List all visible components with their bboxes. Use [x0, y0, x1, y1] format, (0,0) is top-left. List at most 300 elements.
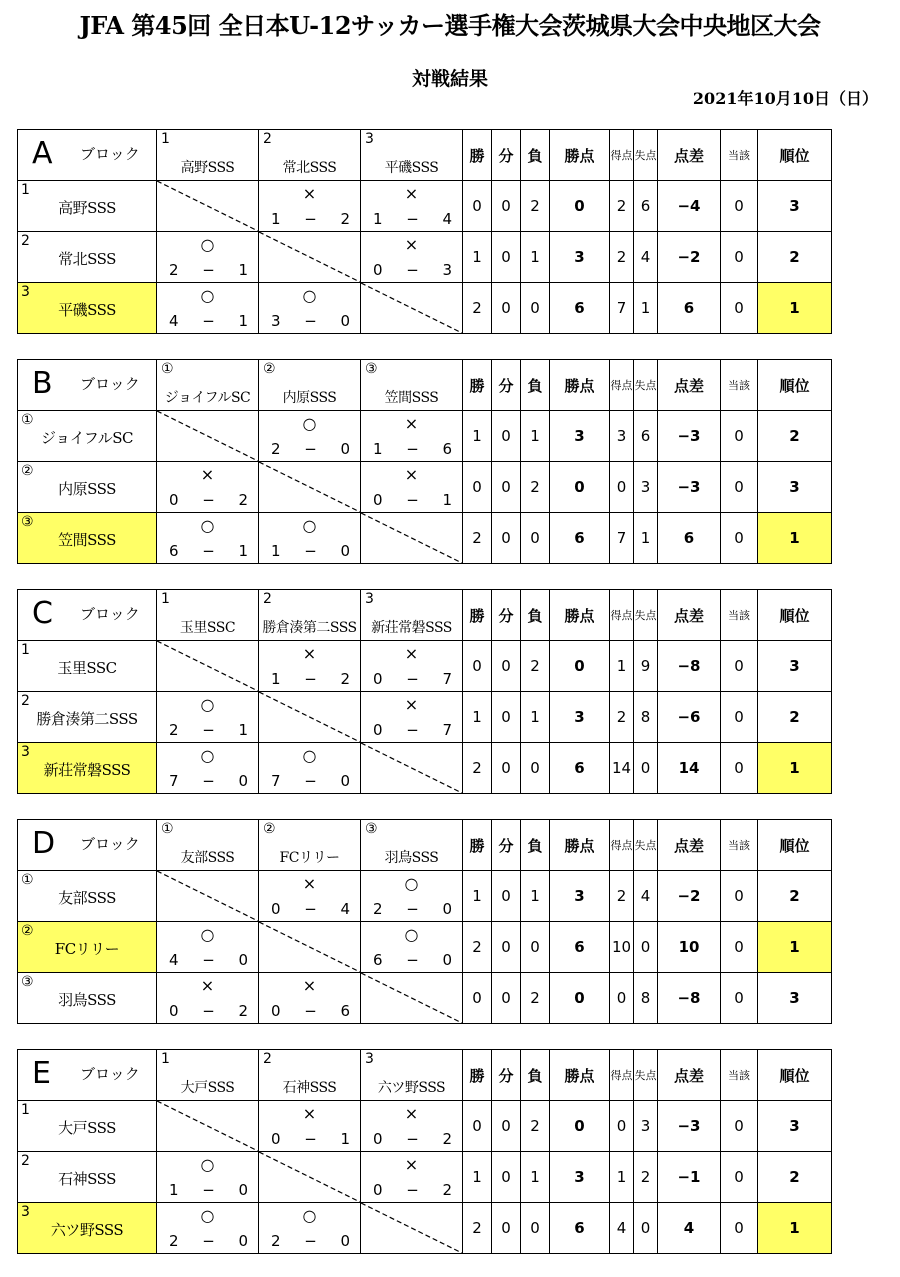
stat-w: 0	[463, 641, 492, 692]
match-result-cell	[361, 641, 463, 692]
match-result-cell	[361, 181, 463, 232]
block-letter: E	[32, 1056, 51, 1091]
table-row	[18, 232, 832, 283]
score-dash: −	[406, 261, 419, 279]
team-cell	[18, 743, 157, 794]
score-against: 0	[238, 951, 248, 969]
match-score	[169, 772, 248, 790]
stat-gf: 14	[610, 743, 634, 794]
self-match-cell	[361, 283, 463, 334]
stat-l: 2	[521, 181, 550, 232]
block-header-row	[18, 590, 832, 641]
stat-rank: 2	[758, 232, 832, 283]
score-for: 0	[373, 721, 383, 739]
score-against: 1	[238, 312, 248, 330]
team-number: 3	[21, 744, 30, 760]
score-dash: −	[202, 312, 215, 330]
stat-d: 0	[492, 692, 521, 743]
opponent-header	[259, 130, 361, 181]
score-against: 2	[340, 210, 350, 228]
opponent-header	[157, 1050, 259, 1101]
match-result-cell	[157, 283, 259, 334]
result-mark: ×	[302, 644, 317, 663]
score-against: 0	[340, 440, 350, 458]
stat-w: 0	[463, 973, 492, 1024]
score-for: 0	[169, 1002, 179, 1020]
match-score	[373, 1130, 452, 1148]
opponent-number: 1	[161, 591, 170, 607]
stat-ga: 9	[634, 641, 658, 692]
table-row	[18, 1203, 832, 1254]
result-mark: ○	[200, 516, 215, 535]
header-draw: 分	[492, 590, 521, 641]
score-dash: −	[406, 491, 419, 509]
block-letter: D	[32, 826, 56, 861]
stat-d: 0	[492, 973, 521, 1024]
stat-l: 1	[521, 871, 550, 922]
score-dash: −	[304, 542, 317, 560]
stat-d: 0	[492, 922, 521, 973]
team-number: 1	[21, 182, 30, 198]
team-name: 平磯SSS	[58, 301, 116, 319]
stat-l: 0	[521, 1203, 550, 1254]
stat-ga: 3	[634, 462, 658, 513]
stat-tie: 0	[721, 513, 758, 564]
match-score	[169, 951, 248, 969]
stat-tie: 0	[721, 743, 758, 794]
header-win: 勝	[463, 820, 492, 871]
match-result-cell	[157, 513, 259, 564]
header-gf: 得点	[610, 590, 634, 641]
self-match-cell	[157, 1101, 259, 1152]
stat-w: 0	[463, 462, 492, 513]
stat-ga: 6	[634, 181, 658, 232]
block-header-row	[18, 360, 832, 411]
block-table-b	[17, 359, 832, 564]
stat-gf: 2	[610, 232, 634, 283]
opponent-name: 高野SSS	[180, 160, 235, 176]
match-score	[271, 772, 350, 790]
opponent-number: ①	[161, 821, 174, 837]
match-result-cell	[361, 692, 463, 743]
block-header-row	[18, 130, 832, 181]
header-rank: 順位	[758, 360, 832, 411]
self-match-cell	[259, 1152, 361, 1203]
score-dash: −	[202, 542, 215, 560]
score-dash: −	[304, 210, 317, 228]
header-points: 勝点	[550, 130, 610, 181]
stat-d: 0	[492, 283, 521, 334]
score-dash: −	[406, 1130, 419, 1148]
stat-pts: 6	[550, 922, 610, 973]
score-against: 1	[442, 491, 452, 509]
team-name: 友部SSS	[58, 889, 116, 907]
self-match-cell	[259, 462, 361, 513]
score-dash: −	[202, 1181, 215, 1199]
header-diff: 点差	[658, 590, 721, 641]
score-dash: −	[202, 261, 215, 279]
score-against: 0	[238, 772, 248, 790]
header-rank: 順位	[758, 1050, 832, 1101]
team-name: 石神SSS	[58, 1170, 116, 1188]
table-row	[18, 462, 832, 513]
header-tie: 当該	[721, 820, 758, 871]
score-for: 4	[169, 312, 179, 330]
score-for: 7	[271, 772, 281, 790]
score-against: 2	[442, 1130, 452, 1148]
table-row	[18, 743, 832, 794]
team-name: 六ツ野SSS	[50, 1221, 124, 1239]
stat-tie: 0	[721, 973, 758, 1024]
result-mark: ×	[404, 235, 419, 254]
stat-gf: 2	[610, 181, 634, 232]
header-rank: 順位	[758, 590, 832, 641]
stat-tie: 0	[721, 232, 758, 283]
score-for: 1	[271, 542, 281, 560]
header-draw: 分	[492, 820, 521, 871]
stat-w: 2	[463, 283, 492, 334]
match-result-cell	[157, 922, 259, 973]
diagonal-line	[361, 743, 462, 793]
team-number: 2	[21, 233, 30, 249]
self-match-cell	[259, 922, 361, 973]
score-against: 0	[238, 1181, 248, 1199]
opponent-name: FCリリー	[279, 850, 340, 866]
header-draw: 分	[492, 130, 521, 181]
score-for: 0	[271, 1130, 281, 1148]
score-against: 0	[340, 312, 350, 330]
block-table-c	[17, 589, 832, 794]
diagonal-line	[259, 462, 360, 512]
self-match-cell	[259, 232, 361, 283]
header-win: 勝	[463, 590, 492, 641]
stat-d: 0	[492, 1101, 521, 1152]
score-dash: −	[304, 1130, 317, 1148]
stat-diff: 6	[658, 513, 721, 564]
block-letter: B	[32, 366, 53, 401]
team-name: 笠間SSS	[58, 531, 116, 549]
block-label-cell	[18, 1050, 157, 1101]
result-mark: ×	[302, 184, 317, 203]
match-score	[169, 1181, 248, 1199]
match-score	[169, 721, 248, 739]
stat-gf: 3	[610, 411, 634, 462]
stat-pts: 3	[550, 871, 610, 922]
result-mark: ○	[200, 746, 215, 765]
match-result-cell	[157, 232, 259, 283]
stat-tie: 0	[721, 641, 758, 692]
match-score	[271, 210, 350, 228]
header-ga: 失点	[634, 820, 658, 871]
stat-rank: 2	[758, 1152, 832, 1203]
header-ga: 失点	[634, 590, 658, 641]
score-against: 0	[442, 900, 452, 918]
team-number: 1	[21, 1102, 30, 1118]
score-against: 6	[340, 1002, 350, 1020]
table-row	[18, 283, 832, 334]
team-cell	[18, 411, 157, 462]
stat-d: 0	[492, 462, 521, 513]
result-mark: ○	[200, 1206, 215, 1225]
stat-w: 2	[463, 513, 492, 564]
stat-rank: 2	[758, 871, 832, 922]
match-result-cell	[259, 411, 361, 462]
table-row	[18, 692, 832, 743]
header-tie: 当該	[721, 590, 758, 641]
table-row	[18, 513, 832, 564]
team-number: ②	[21, 923, 34, 939]
match-score	[271, 670, 350, 688]
result-mark: ○	[200, 1155, 215, 1174]
diagonal-line	[259, 692, 360, 742]
table-row	[18, 1101, 832, 1152]
self-match-cell	[157, 871, 259, 922]
score-dash: −	[304, 1002, 317, 1020]
stat-rank: 3	[758, 1101, 832, 1152]
score-dash: −	[406, 440, 419, 458]
match-result-cell	[361, 922, 463, 973]
stat-diff: −8	[658, 641, 721, 692]
page-title: JFA 第45回 全日本U-12サッカー選手権大会茨城県大会中央地区大会	[79, 11, 821, 40]
match-result-cell	[361, 1152, 463, 1203]
score-for: 2	[169, 261, 179, 279]
match-result-cell	[361, 462, 463, 513]
stat-d: 0	[492, 232, 521, 283]
diagonal-line	[259, 1152, 360, 1202]
stat-ga: 0	[634, 1203, 658, 1254]
score-for: 0	[373, 670, 383, 688]
header-rank: 順位	[758, 820, 832, 871]
score-dash: −	[202, 721, 215, 739]
block-word: ブロック	[80, 375, 140, 393]
match-result-cell	[259, 871, 361, 922]
header-tie: 当該	[721, 1050, 758, 1101]
block-word: ブロック	[80, 605, 140, 623]
block-label-cell	[18, 590, 157, 641]
score-for: 0	[169, 491, 179, 509]
table-row	[18, 181, 832, 232]
opponent-number: 2	[263, 1051, 272, 1067]
match-result-cell	[259, 973, 361, 1024]
stat-gf: 2	[610, 871, 634, 922]
stat-gf: 4	[610, 1203, 634, 1254]
diagonal-line	[259, 922, 360, 972]
stat-d: 0	[492, 1152, 521, 1203]
stat-rank: 3	[758, 462, 832, 513]
team-name: 高野SSS	[58, 199, 116, 217]
header-draw: 分	[492, 360, 521, 411]
match-score	[373, 491, 452, 509]
stat-w: 1	[463, 411, 492, 462]
result-mark: ○	[302, 1206, 317, 1225]
team-name: 常北SSS	[58, 250, 116, 268]
result-mark: ○	[302, 516, 317, 535]
score-dash: −	[202, 1232, 215, 1250]
stat-rank: 2	[758, 692, 832, 743]
match-score	[373, 900, 452, 918]
score-for: 2	[271, 440, 281, 458]
match-result-cell	[259, 283, 361, 334]
page-subtitle: 対戦結果	[411, 68, 488, 90]
block-letter: A	[32, 136, 53, 171]
self-match-cell	[157, 411, 259, 462]
result-mark: ×	[404, 1155, 419, 1174]
score-against: 1	[238, 542, 248, 560]
opponent-name: 玉里SSC	[179, 620, 236, 636]
stat-gf: 1	[610, 1152, 634, 1203]
stat-l: 1	[521, 1152, 550, 1203]
stat-pts: 6	[550, 743, 610, 794]
stat-tie: 0	[721, 1101, 758, 1152]
stat-pts: 0	[550, 973, 610, 1024]
header-diff: 点差	[658, 1050, 721, 1101]
score-dash: −	[304, 1232, 317, 1250]
team-cell	[18, 973, 157, 1024]
score-dash: −	[406, 900, 419, 918]
stat-ga: 1	[634, 283, 658, 334]
match-result-cell	[157, 692, 259, 743]
match-result-cell	[259, 1203, 361, 1254]
stat-w: 0	[463, 181, 492, 232]
self-match-cell	[157, 641, 259, 692]
match-score	[169, 491, 248, 509]
diagonal-line	[361, 1203, 462, 1253]
header-win: 勝	[463, 130, 492, 181]
stat-rank: 1	[758, 283, 832, 334]
stat-rank: 3	[758, 181, 832, 232]
opponent-header	[157, 130, 259, 181]
header-rank: 順位	[758, 130, 832, 181]
header-gf: 得点	[610, 130, 634, 181]
opponent-number: 1	[161, 131, 170, 147]
match-score	[373, 210, 452, 228]
team-cell	[18, 232, 157, 283]
score-dash: −	[406, 721, 419, 739]
stat-diff: −2	[658, 871, 721, 922]
match-result-cell	[157, 1152, 259, 1203]
score-dash: −	[304, 440, 317, 458]
team-number: 1	[21, 642, 30, 658]
score-against: 0	[340, 542, 350, 560]
stat-diff: −4	[658, 181, 721, 232]
header-diff: 点差	[658, 360, 721, 411]
header-loss: 負	[521, 590, 550, 641]
stat-w: 1	[463, 1152, 492, 1203]
stat-gf: 7	[610, 283, 634, 334]
header-diff: 点差	[658, 130, 721, 181]
opponent-name: 常北SSS	[282, 160, 337, 176]
stat-ga: 6	[634, 411, 658, 462]
opponent-name: 平磯SSS	[384, 160, 439, 176]
opponent-header	[259, 820, 361, 871]
stat-gf: 10	[610, 922, 634, 973]
team-number: 2	[21, 1153, 30, 1169]
opponent-number: ③	[365, 361, 378, 377]
match-result-cell	[361, 1101, 463, 1152]
stat-l: 1	[521, 232, 550, 283]
team-name: FCリリー	[54, 940, 120, 958]
match-score	[373, 1181, 452, 1199]
team-cell	[18, 692, 157, 743]
score-against: 4	[442, 210, 452, 228]
opponent-number: ①	[161, 361, 174, 377]
match-result-cell	[361, 411, 463, 462]
stat-rank: 2	[758, 411, 832, 462]
opponent-header	[259, 360, 361, 411]
score-for: 6	[169, 542, 179, 560]
stat-diff: −3	[658, 411, 721, 462]
team-name: 羽鳥SSS	[58, 991, 116, 1009]
stat-d: 0	[492, 513, 521, 564]
match-result-cell	[361, 232, 463, 283]
score-dash: −	[406, 1181, 419, 1199]
stat-w: 1	[463, 871, 492, 922]
diagonal-line	[361, 973, 462, 1023]
team-name: 玉里SSC	[57, 659, 117, 677]
score-against: 0	[340, 772, 350, 790]
match-score	[169, 1232, 248, 1250]
stat-ga: 4	[634, 871, 658, 922]
score-against: 1	[238, 261, 248, 279]
stat-pts: 3	[550, 692, 610, 743]
diagonal-line	[157, 641, 258, 691]
stat-ga: 2	[634, 1152, 658, 1203]
stat-w: 1	[463, 232, 492, 283]
score-against: 2	[442, 1181, 452, 1199]
block-letter: C	[32, 596, 53, 631]
header-gf: 得点	[610, 360, 634, 411]
score-dash: −	[304, 670, 317, 688]
block-word: ブロック	[80, 145, 140, 163]
match-score	[169, 312, 248, 330]
team-cell	[18, 462, 157, 513]
stat-w: 1	[463, 692, 492, 743]
match-result-cell	[157, 973, 259, 1024]
score-for: 0	[373, 1130, 383, 1148]
stat-l: 1	[521, 692, 550, 743]
stat-pts: 0	[550, 1101, 610, 1152]
block-header-row	[18, 820, 832, 871]
result-mark: ×	[404, 644, 419, 663]
header-points: 勝点	[550, 360, 610, 411]
self-match-cell	[361, 743, 463, 794]
stat-pts: 0	[550, 462, 610, 513]
header-points: 勝点	[550, 590, 610, 641]
team-name: 内原SSS	[58, 480, 116, 498]
opponent-name: ジョイフルSC	[164, 390, 251, 406]
header-ga: 失点	[634, 1050, 658, 1101]
stat-pts: 6	[550, 513, 610, 564]
opponent-header	[361, 1050, 463, 1101]
stat-ga: 1	[634, 513, 658, 564]
stat-tie: 0	[721, 181, 758, 232]
diagonal-line	[259, 232, 360, 282]
stat-d: 0	[492, 411, 521, 462]
self-match-cell	[361, 973, 463, 1024]
stat-gf: 2	[610, 692, 634, 743]
stat-l: 0	[521, 283, 550, 334]
team-cell	[18, 1152, 157, 1203]
result-mark: ○	[302, 286, 317, 305]
team-number: 2	[21, 693, 30, 709]
match-score	[169, 261, 248, 279]
team-number: 3	[21, 1204, 30, 1220]
score-against: 0	[442, 951, 452, 969]
team-name: ジョイフルSC	[41, 429, 133, 447]
team-name: 大戸SSS	[58, 1119, 116, 1137]
result-mark: ×	[302, 1104, 317, 1123]
match-score	[373, 721, 452, 739]
